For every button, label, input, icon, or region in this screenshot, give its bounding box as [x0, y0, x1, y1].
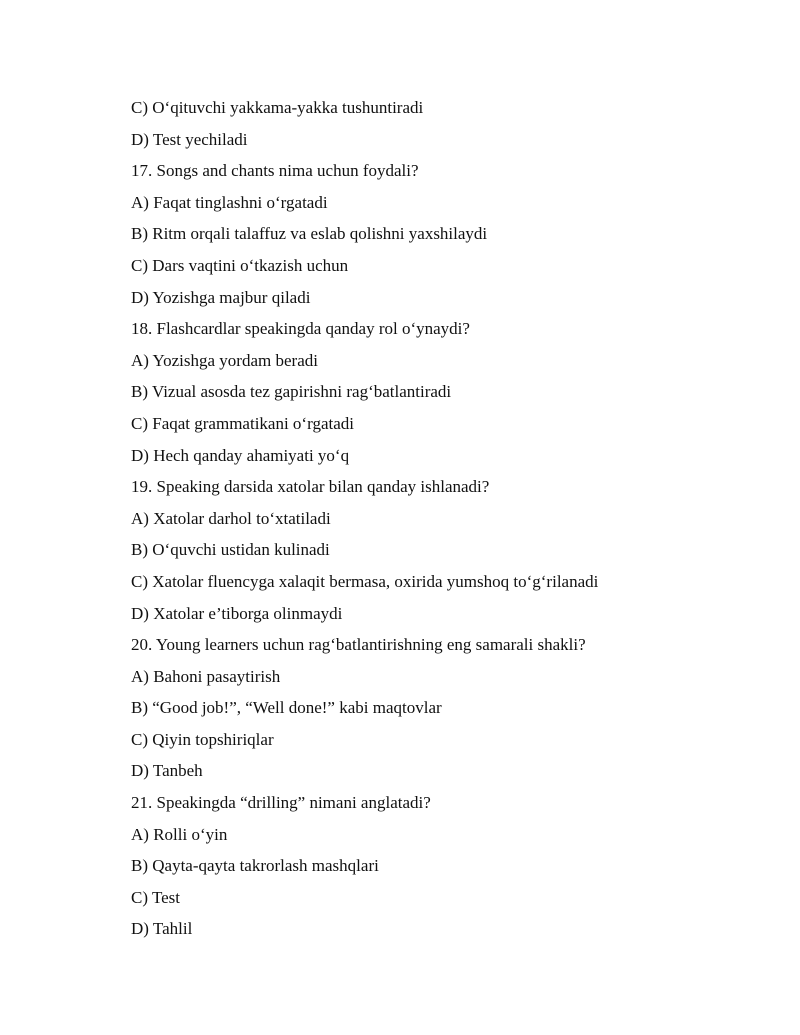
answer-option: B) Vizual asosda tez gapirishni rag‘batlantiradi	[131, 382, 452, 402]
answer-option: A) Yozishga yordam beradi	[131, 350, 318, 370]
question-21: 21. Speakingda “drilling” nimani anglatadi?	[131, 793, 431, 813]
quiz-text-block	[131, 92, 771, 945]
answer-option: B) Qayta-qayta takrorlash mashqlari	[131, 856, 379, 876]
answer-option: B) “Good job!”, “Well done!” kabi maqtovlar	[131, 698, 442, 718]
answer-option: A) Xatolar darhol to‘xtatiladi	[131, 508, 331, 528]
answer-option: C) Dars vaqtini o‘tkazish uchun	[131, 255, 349, 275]
answer-option: A) Rolli o‘yin	[131, 824, 228, 844]
answer-option: C) Xatolar fluencyga xalaqit bermasa, oxirida yumshoq to‘g‘rilanadi	[131, 571, 599, 591]
answer-option: A) Bahoni pasaytirish	[131, 666, 281, 686]
answer-option: D) Hech qanday ahamiyati yo‘q	[131, 445, 350, 465]
answer-option: C) Qiyin topshiriqlar	[131, 729, 274, 749]
answer-option: D) Yozishga majbur qiladi	[131, 287, 311, 307]
answer-option: B) Ritm orqali talaffuz va eslab qolishni yaxshilaydi	[131, 224, 488, 244]
answer-option: B) O‘quvchi ustidan kulinadi	[131, 540, 330, 560]
question-18: 18. Flashcardlar speakingda qanday rol o‘ynaydi?	[131, 319, 470, 339]
answer-option: A) Faqat tinglashni o‘rgatadi	[131, 192, 328, 212]
answer-option: C) Test	[131, 887, 181, 907]
answer-option: D) Xatolar e’tiborga olinmaydi	[131, 603, 343, 623]
question-20: 20. Young learners uchun rag‘batlantirishning eng samarali shakli?	[131, 635, 586, 655]
question-17: 17. Songs and chants nima uchun foydali?	[131, 161, 419, 181]
question-19: 19. Speaking darsida xatolar bilan qanday ishlanadi?	[131, 477, 490, 497]
answer-option: C) O‘qituvchi yakkama-yakka tushuntiradi	[131, 98, 424, 117]
answer-option: C) Faqat grammatikani o‘rgatadi	[131, 413, 354, 433]
answer-option: D) Tahlil	[131, 919, 193, 939]
answer-option: D) Tanbeh	[131, 761, 203, 781]
answer-option: D) Test yechiladi	[131, 129, 248, 149]
